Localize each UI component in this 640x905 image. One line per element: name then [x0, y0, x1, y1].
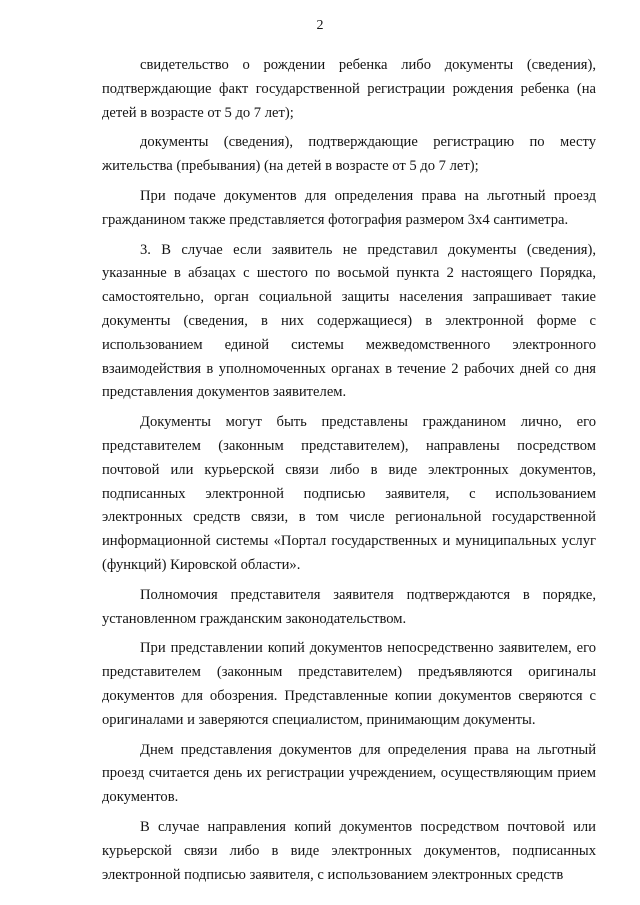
paragraph-postal-electronic: В случае направления копий документов посредством почтовой или курьерской связи либо в виде электронных документов, подписанных электронной подписью заявителя, с использованием электронных средств: [102, 818, 596, 883]
paragraph-residence-documents: документы (сведения), подтверждающие регистрацию по месту жительства (пребывания) (на детей в возрасте от 5 до 7 лет);: [102, 134, 596, 175]
paragraph-originals-review: При представлении копий документов непосредственно заявителем, его представителем (законным представителем) предъявляются оригиналы документов для обозрения. Представленные копии документов сверяются с оригиналами и заверяются специалистом, принимающим документы.: [102, 640, 596, 728]
paragraph-representative-authority: Полномочия представителя заявителя подтверждаются в порядке, установленном гражданским законодательством.: [102, 586, 596, 627]
document-body: [102, 54, 596, 893]
paragraph-submission-methods: Документы могут быть представлены гражданином лично, его представителем (законным представителем), направлены посредством почтовой или курьерской связи либо в виде электронных документов, подписанных электронной подписью заявителя, с использованием электронных средств связи, в том числе региональной государственной информационной системы «Портал государственных и муниципальных услуг (функций) Кировской области».: [102, 414, 596, 573]
paragraph-birth-certificate: свидетельство о рождении ребенка либо документы (сведения), подтверждающие факт государственной регистрации рождения ребенка (на детей в возрасте от 5 до 7 лет);: [102, 57, 596, 121]
paragraph-clause-3: 3. В случае если заявитель не представил документы (сведения), указанные в абзацах с шестого по восьмой пункта 2 настоящего Порядка, самостоятельно, орган социальной защиты населения запрашивает такие документы (сведения, в них содержащиеся) в электронной форме с использованием единой системы межведомственного электронного взаимодействия в уполномоченных органах в течение 2 рабочих дней со дня представления документов заявителем.: [102, 241, 596, 401]
page-number: 2: [316, 18, 324, 33]
paragraph-submission-date: Днем представления документов для определения права на льготный проезд считается день их регистрации учреждением, осуществляющим прием документов.: [102, 741, 596, 806]
paragraph-photo-requirement: При подаче документов для определения права на льготный проезд гражданином также представляется фотография размером 3х4 сантиметра.: [102, 187, 596, 228]
